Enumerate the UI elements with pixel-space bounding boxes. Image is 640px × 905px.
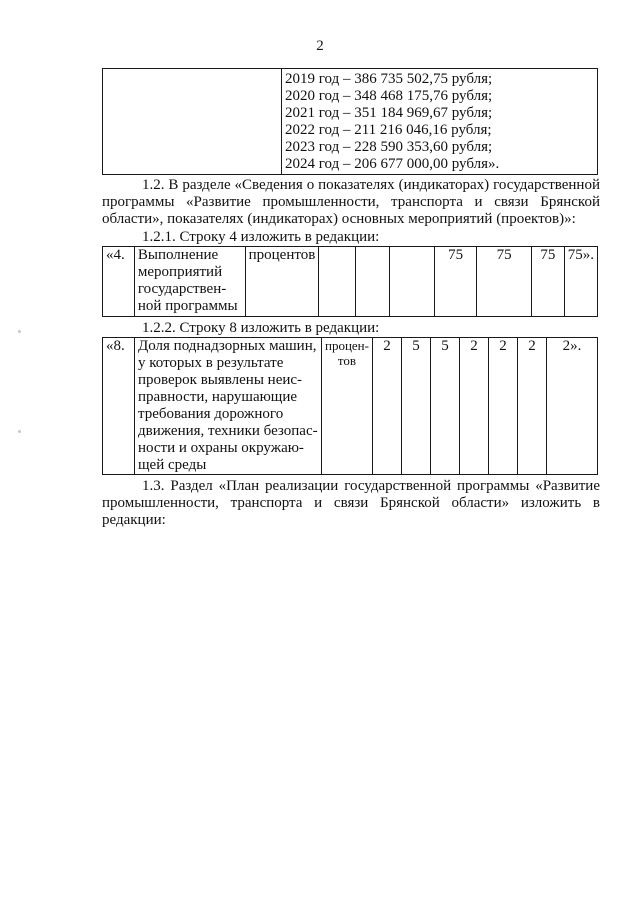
row4-value: 75	[531, 247, 564, 317]
row8-number: «8.	[103, 338, 135, 475]
row4-value: 75	[434, 247, 477, 317]
page-number: 2	[316, 38, 324, 54]
funding-line: 2019 год – 386 735 502,75 рубля;	[285, 71, 493, 87]
funding-line: 2023 год – 228 590 353,60 рубля;	[285, 139, 493, 155]
margin-speck	[18, 430, 21, 433]
margin-speck	[18, 330, 21, 333]
row8-unit: процен-тов	[322, 338, 373, 475]
row8-name: Доля поднадзорных машин, у которых в результате проверок выявлены неис-правности, нарушающие требования дорожного движения, техники безопас-ности и охраны окружаю-щей среды	[135, 338, 322, 475]
row-8-table	[102, 337, 598, 475]
row8-value: 2	[372, 338, 401, 475]
row4-unit: процентов	[245, 247, 319, 317]
funding-empty-cell	[103, 69, 282, 175]
funding-line: 2022 год – 211 216 046,16 рубля;	[285, 122, 492, 138]
row8-value: 5	[401, 338, 430, 475]
row4-value	[355, 247, 390, 317]
paragraph-1-2-1: 1.2.1. Строку 4 изложить в редакции:	[142, 229, 380, 245]
row4-number: «4.	[103, 247, 135, 317]
funding-lines-cell	[282, 69, 598, 175]
funding-line: 2024 год – 206 677 000,00 рубля».	[285, 156, 500, 172]
row8-value: 5	[430, 338, 459, 475]
funding-line: 2020 год – 348 468 175,76 рубля;	[285, 88, 493, 104]
row4-value: 75».	[564, 247, 597, 317]
row8-value: 2	[517, 338, 546, 475]
row4-value	[319, 247, 356, 317]
funding-table	[102, 68, 598, 175]
funding-line: 2021 год – 351 184 969,67 рубля;	[285, 105, 493, 121]
row8-value: 2».	[546, 338, 597, 475]
row8-value: 2	[459, 338, 488, 475]
row4-value	[390, 247, 434, 317]
row4-value: 75	[477, 247, 531, 317]
paragraph-1-2-2: 1.2.2. Строку 8 изложить в редакции:	[142, 320, 380, 336]
paragraph-1-3: 1.3. Раздел «План реализации государственной программы «Развитие промышленности, транспорта и связи Брянской области» изложить в редакции:	[102, 478, 600, 528]
paragraph-1-2: 1.2. В разделе «Сведения о показателях (индикаторах) государственной программы «Развитие промышленности, транспорта и связи Брянской области», показателях (индикаторах) основных мероприятий (проектов)»:	[102, 177, 600, 227]
row4-name: Выполнение мероприятий государствен-ной программы	[134, 247, 245, 317]
row8-value: 2	[488, 338, 517, 475]
row-4-table	[102, 246, 598, 317]
